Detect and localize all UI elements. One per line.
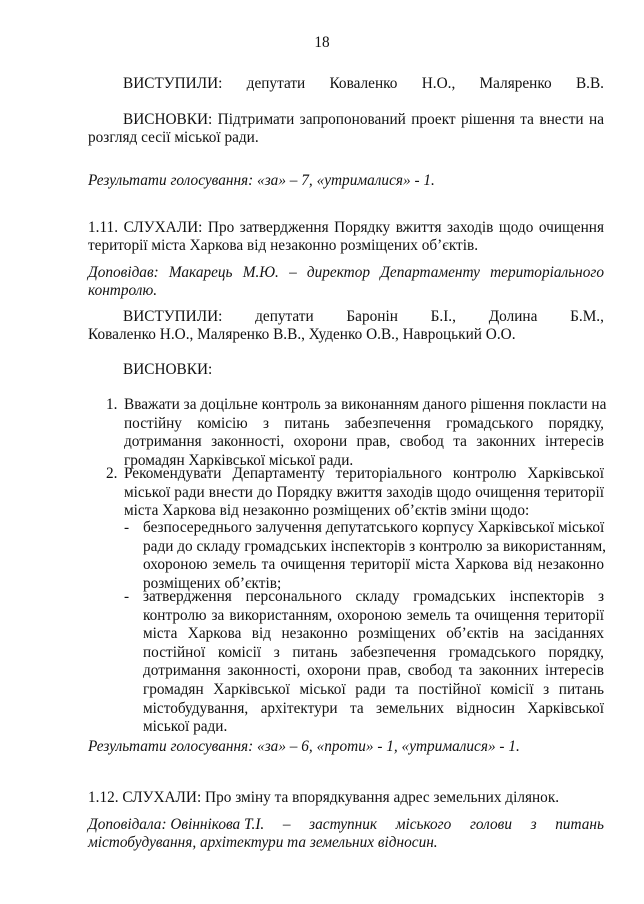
speakers-word: Баронін	[346, 308, 398, 325]
sub-list-item-line: контролю за використанням, охороною земель та очищення території	[143, 606, 604, 624]
speaker-word: міського	[395, 816, 452, 833]
agenda-heading: 1.12. СЛУХАЛИ: Про зміну та впорядкування адрес земельних ділянок.	[88, 789, 560, 806]
speakers-word: Б.І.,	[430, 308, 456, 325]
conclusions-label: ВИСНОВКИ:	[123, 361, 213, 378]
dash-bullet: -	[124, 519, 130, 536]
sub-list-item-line: безпосереднього залучення депутатського корпусу Харківської міської	[143, 519, 605, 536]
speaker-line: контролю.	[88, 282, 158, 299]
speakers-word: В.В.	[575, 75, 604, 92]
list-item-number: 2.	[106, 465, 118, 482]
sub-list-item-line: затвердження персонального складу громадських інспекторів з	[143, 588, 604, 605]
sub-list-item-line: міста Харкова від незаконно розміщених об’єктів на засіданнях	[143, 625, 604, 643]
list-item-line: Рекомендувати Департаменту територіального контролю Харківської	[124, 465, 604, 482]
list-item-line: дотримання законності, охорони прав, свобод та законних інтересів	[124, 433, 604, 451]
speakers-word: Б.М.,	[570, 308, 604, 325]
sub-list-item-line: охороною земель та очищення території міста Харкова від незаконно	[143, 556, 604, 574]
speakers-word: Долина	[488, 308, 538, 325]
list-item-line: постійну комісію з питань забезпечення громадського порядку,	[124, 414, 604, 432]
speaker-row	[88, 816, 604, 835]
sub-list-item-line: містобудування, архітектури та земельних відносин Харківської	[143, 699, 604, 717]
speaker-word: Доповідала: Овіннікова Т.І.	[88, 816, 265, 833]
speakers-word: Коваленко	[329, 75, 398, 92]
speaker-word: заступник	[309, 816, 378, 833]
sub-list-item-line: дотримання законності, охорони прав, свобод та законних інтересів	[143, 662, 604, 680]
agenda-heading-line: 1.11. СЛУХАЛИ: Про затвердження Порядку вжиття заходів щодо очищення	[88, 219, 604, 236]
speaker-word: –	[282, 816, 291, 833]
list-item-line: громадян Харківської міської ради.	[124, 451, 354, 469]
speaker-line: Доповідав: Макарець М.Ю. – директор Департаменту територіального	[88, 264, 604, 281]
sub-list-item-line: міської ради.	[143, 718, 228, 736]
speaker-word: голови	[469, 816, 512, 833]
sub-list-item-line: розміщених об’єктів;	[143, 574, 282, 592]
speakers-label: ВИСТУПИЛИ:	[123, 308, 223, 325]
speaker-word: питань	[555, 816, 604, 833]
list-item	[106, 465, 604, 521]
agenda-heading-line: території міста Харкова від незаконно розміщених об’єктів.	[88, 237, 479, 254]
vote-result: Результати голосування: «за» – 7, «утрималися» - 1.	[88, 172, 435, 189]
list-item-line: міста Харкова від незаконно розміщених об’єктів зміни щодо:	[124, 502, 530, 520]
sub-list-item	[124, 588, 604, 738]
speakers-word: депутати	[246, 75, 306, 92]
speakers-row	[123, 308, 604, 327]
sub-list-item	[124, 519, 604, 594]
conclusions-line: ВИСНОВКИ: Підтримати запропонований проект рішення та внести на	[123, 111, 604, 128]
sub-list-item-line: постійної комісії з питань забезпечення громадського порядку,	[143, 643, 604, 661]
speakers-label: ВИСТУПИЛИ:	[123, 75, 223, 92]
dash-bullet: -	[124, 588, 130, 605]
conclusions-line: розгляд сесії міської ради.	[88, 129, 259, 146]
speakers-line: Коваленко Н.О., Маляренко В.В., Худенко О.В., Навроцький О.О.	[88, 326, 516, 343]
list-item	[106, 396, 607, 471]
list-item-line: Вважати за доцільне контроль за виконанням даного рішення покласти на	[124, 396, 607, 413]
vote-result: Результати голосування: «за» – 6, «проти» - 1, «утрималися» - 1.	[88, 738, 520, 755]
speakers-word: Н.О.,	[421, 75, 456, 92]
sub-list-item-line: громадян Харківської міської ради та постійної комісії з питань	[143, 680, 604, 698]
list-item-number: 1.	[106, 396, 118, 413]
speaker-line: містобудування, архітектури та земельних відносин.	[88, 834, 438, 851]
speakers-word: Маляренко	[479, 75, 552, 92]
sub-list-item-line: ради до складу громадських інспекторів з контролю за використанням,	[143, 537, 606, 555]
speakers-row	[123, 75, 604, 94]
speaker-word: з	[530, 816, 537, 833]
list-item-line: міської ради внести до Порядку вжиття заходів щодо очищення території	[124, 483, 604, 501]
speakers-word: депутати	[255, 308, 314, 325]
page-number: 18	[314, 34, 330, 51]
